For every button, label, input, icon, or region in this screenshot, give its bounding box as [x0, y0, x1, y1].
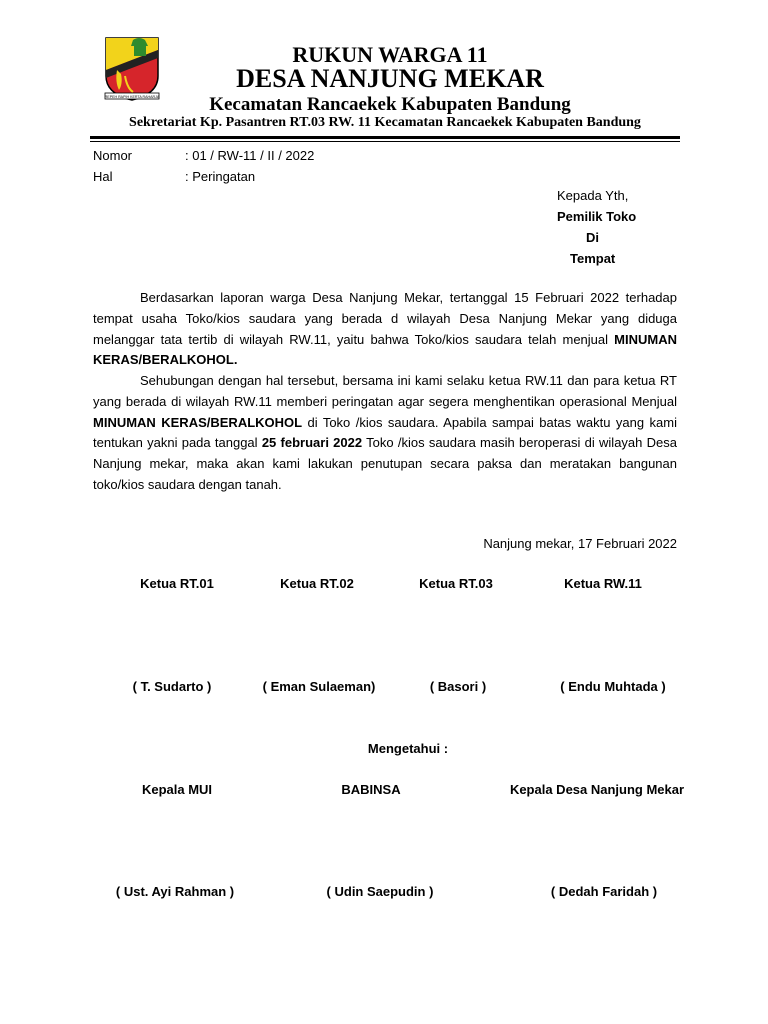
header-village: DESA NANJUNG MEKAR: [236, 64, 544, 93]
official-name: ( Dedah Faridah ): [550, 884, 658, 899]
meta-nomor: [93, 148, 314, 163]
paragraph-2-bold-2: 25 februari 2022: [261, 435, 363, 451]
meta-hal: [93, 169, 255, 184]
paragraph-2-text-2: di Toko /kios saudara. Apabila sampai batas waktu yang kami tentukan yakni pada tanggal: [93, 414, 677, 451]
signatory-title: Ketua RT.01: [140, 576, 214, 591]
logo-ribbon-text: REPEH RAPIH KERTA RAHARJA: [104, 94, 160, 99]
official-name: ( Ust. Ayi Rahman ): [115, 884, 235, 899]
official-title: Kepala MUI: [141, 782, 213, 797]
paragraph-2-text-3: Toko /kios saudara masih beroperasi di wilayah Desa Nanjung mekar, maka akan kami lakukan penutupan secara paksa dan meratakan bangunan toko/kios saudara dengan tanah.: [93, 435, 677, 492]
signatory-title: Ketua RW.11: [564, 576, 642, 591]
nomor-label: Nomor: [93, 148, 133, 163]
header-district: Kecamatan Rancaekek Kabupaten Bandung: [209, 94, 571, 115]
header-rule-thick: [90, 136, 680, 139]
date-line: Nanjung mekar, 17 Februari 2022: [483, 536, 677, 551]
nomor-value: : 01 / RW-11 / II / 2022: [185, 148, 315, 163]
paragraph-1-bold: MINUMAN KERAS/BERALKOHOL.: [93, 331, 677, 368]
paragraph-2-bold-1: MINUMAN KERAS/BERALKOHOL: [93, 414, 303, 430]
signatory-name: ( T. Sudarto ): [132, 679, 212, 694]
signatory-title: Ketua RT.03: [419, 576, 493, 591]
address-line-2: Pemilik Toko: [557, 209, 637, 224]
signatory-name: ( Basori ): [429, 679, 487, 694]
header-organization: RUKUN WARGA 11: [292, 42, 488, 67]
official-name: ( Udin Saepudin ): [326, 884, 434, 899]
mengetahui-label: Mengetahui :: [367, 741, 449, 756]
hal-label: Hal: [93, 169, 113, 184]
paragraph-2: [93, 371, 677, 496]
header-secretariat: Sekretariat Kp. Pasantren RT.03 RW. 11 Kecamatan Rancaekek Kabupaten Bandung: [129, 115, 641, 130]
paragraph-1: [93, 288, 677, 371]
address-line-3: Di: [586, 230, 599, 245]
signatory-name: ( Endu Muhtada ): [560, 679, 666, 694]
official-title: Kepala Desa Nanjung Mekar: [509, 782, 685, 797]
address-line-1: Kepada Yth,: [557, 188, 629, 203]
hal-value: : Peringatan: [185, 169, 256, 184]
paragraph-2-text-1: Sehubungan dengan hal tersebut, bersama ini kami selaku ketua RW.11 dan para ketua RT yang berada di wilayah RW.11 memberi peringatan agar segera menghentikan operasional Menjual: [93, 373, 677, 409]
signatory-name: ( Eman Sulaeman): [262, 679, 376, 694]
header-rule-thin: [90, 141, 680, 142]
signatory-title: Ketua RT.02: [280, 576, 354, 591]
official-title: BABINSA: [341, 782, 401, 797]
paragraph-1-text: Berdasarkan laporan warga Desa Nanjung Mekar, tertanggal 15 Februari 2022 terhadap tempat usaha Toko/kios saudara yang berada d wilayah Desa Nanjung Mekar yang diduga melanggar tata tertib di wilayah RW.11, yaitu bahwa Toko/kios saudara telah menjual: [93, 290, 677, 347]
address-line-4: Tempat: [570, 251, 616, 266]
